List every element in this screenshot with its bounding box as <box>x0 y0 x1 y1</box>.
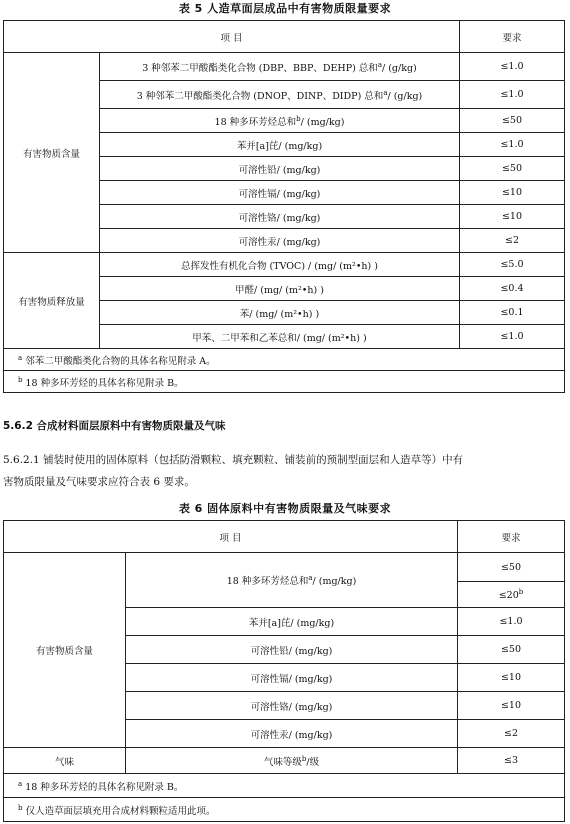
item-text: 可溶性镉/ (mg/kg) <box>250 673 333 685</box>
footnote-text: 18 种多环芳烃的具体名称见附录 B。 <box>25 377 184 389</box>
item-text: 可溶性铅/ (mg/kg) <box>238 164 321 176</box>
footnote-mark: b <box>18 803 23 812</box>
table-row <box>4 253 565 277</box>
footnote-mark: b <box>296 114 301 123</box>
requirement-cell: ≤1.0 <box>460 133 565 157</box>
footnote-mark: b <box>18 375 23 384</box>
footnote-text: 18 种多环芳烃的具体名称见附录 B。 <box>25 781 184 793</box>
item-text: 可溶性铬/ (mg/kg) <box>250 701 333 713</box>
unit-text: / (g/kg) <box>387 90 423 102</box>
group-label: 有害物质含量 <box>4 53 100 253</box>
item-text: 可溶性汞/ (mg/kg) <box>250 729 333 741</box>
table5-caption: 表 5 人造草面层成品中有害物质限量要求 <box>178 2 392 15</box>
requirement-cell: ≤1.0 <box>460 53 565 81</box>
footnote-mark: a <box>18 779 23 788</box>
item-cell <box>126 692 458 720</box>
requirement-cell: ≤50 <box>460 157 565 181</box>
item-text: 可溶性铬/ (mg/kg) <box>238 212 321 224</box>
item-text: 可溶性汞/ (mg/kg) <box>238 236 321 248</box>
item-text: 18 种多环芳烃总和 <box>214 116 297 128</box>
unit-text: / (g/kg) <box>382 62 417 74</box>
header-row <box>4 21 565 53</box>
requirement-cell: ≤50 <box>458 553 565 582</box>
section-paragraph <box>3 449 565 493</box>
requirement-cell: ≤0.1 <box>460 301 565 325</box>
requirement-cell: ≤10 <box>460 181 565 205</box>
item-cell <box>126 608 458 636</box>
requirement-cell: ≤0.4 <box>460 277 565 301</box>
item-cell <box>100 81 460 109</box>
footnote-mark: a <box>308 573 313 582</box>
requirement-cell: ≤10 <box>458 692 565 720</box>
table-row <box>4 553 565 582</box>
requirement-cell: ≤50 <box>460 109 565 133</box>
item-text: 气味等级 <box>263 756 302 768</box>
requirement-cell: ≤2 <box>460 229 565 253</box>
item-cell <box>100 229 460 253</box>
requirement-cell: ≤1.0 <box>458 608 565 636</box>
table-row <box>4 53 565 81</box>
footnote-mark: b <box>518 587 524 596</box>
item-text: 可溶性镉/ (mg/kg) <box>238 188 321 200</box>
item-cell <box>126 636 458 664</box>
note-row <box>4 349 565 371</box>
item-text: 3 种邻苯二甲酸酯类化合物 (DNOP、DINP、DIDP) 总和 <box>136 90 384 102</box>
item-text: 苯并[a]芘/ (mg/kg) <box>236 140 323 152</box>
requirement-cell: ≤1.0 <box>460 325 565 349</box>
note-row <box>4 798 565 822</box>
footnote <box>4 371 565 393</box>
item-text: 总挥发性有机化合物 (TVOC) / (mg/ (m²•h) ) <box>181 260 378 272</box>
requirement-cell: ≤5.0 <box>460 253 565 277</box>
requirement-cell <box>458 582 565 608</box>
requirement-cell: ≤3 <box>458 748 565 774</box>
note-row <box>4 774 565 798</box>
group-label: 气味 <box>4 748 126 774</box>
item-text: 可溶性铅/ (mg/kg) <box>250 645 333 657</box>
footnote <box>4 349 565 371</box>
requirement-cell: ≤50 <box>458 636 565 664</box>
requirement-cell: ≤2 <box>458 720 565 748</box>
item-cell <box>126 748 458 774</box>
item-cell <box>126 553 458 608</box>
item-cell <box>126 720 458 748</box>
item-text: 苯/ (mg/ (m²•h) ) <box>239 308 320 320</box>
table6 <box>3 520 565 822</box>
group-label: 有害物质含量 <box>4 553 126 748</box>
item-cell <box>100 253 460 277</box>
group-label: 有害物质释放量 <box>4 253 100 349</box>
header-item: 项 目 <box>4 521 458 553</box>
requirement-cell: ≤10 <box>460 205 565 229</box>
item-cell <box>126 664 458 692</box>
item-text: 甲苯、二甲苯和乙苯总和/ (mg/ (m²•h) ) <box>192 332 367 344</box>
item-text: 甲醛/ (mg/ (m²•h) ) <box>235 284 324 296</box>
item-text: 18 种多环芳烃总和 <box>226 576 309 587</box>
item-cell <box>100 133 460 157</box>
item-cell <box>100 325 460 349</box>
unit-text: / (mg/kg) <box>312 576 357 587</box>
footnote-mark: a <box>383 88 388 97</box>
header-requirement: 要求 <box>460 21 565 53</box>
footnote-mark: b <box>301 754 307 763</box>
item-cell <box>100 301 460 325</box>
table5 <box>3 20 565 393</box>
item-text: 苯并[a]芘/ (mg/kg) <box>248 617 335 629</box>
note-row <box>4 371 565 393</box>
section-heading: 5.6.2 合成材料面层原料中有害物质限量及气味 <box>3 420 226 432</box>
item-cell <box>100 205 460 229</box>
footnote-text: 仅人造草面层填充用合成材料颗粒适用此项。 <box>25 805 216 817</box>
header-item: 项 目 <box>4 21 460 53</box>
footnote-text: 邻苯二甲酸酯类化合物的具体名称见附录 A。 <box>25 355 216 367</box>
table-row <box>4 748 565 774</box>
requirement-cell: ≤10 <box>458 664 565 692</box>
footnote-mark: a <box>377 60 382 69</box>
header-requirement: 要求 <box>458 521 565 553</box>
item-cell <box>100 109 460 133</box>
paragraph-line: 5.6.2.1 铺装时使用的固体原料（包括防滑颗粒、填充颗粒、铺装前的预制型面层和人造草等）中有 <box>3 454 464 466</box>
unit-text: /级 <box>306 756 320 768</box>
requirement-text: ≤20 <box>498 590 519 602</box>
item-cell <box>100 277 460 301</box>
footnote <box>4 774 565 798</box>
header-row <box>4 521 565 553</box>
footnote <box>4 798 565 822</box>
item-text: 3 种邻苯二甲酸酯类化合物 (DBP、BBP、DEHP) 总和 <box>142 62 378 74</box>
item-cell <box>100 157 460 181</box>
footnote-mark: a <box>18 353 23 362</box>
unit-text: / (mg/kg) <box>300 116 345 128</box>
requirement-cell: ≤1.0 <box>460 81 565 109</box>
item-cell <box>100 53 460 81</box>
paragraph-line: 害物质限量及气味要求应符合表 6 要求。 <box>3 476 195 488</box>
table6-caption: 表 6 固体原料中有害物质限量及气味要求 <box>178 502 392 515</box>
item-cell <box>100 181 460 205</box>
